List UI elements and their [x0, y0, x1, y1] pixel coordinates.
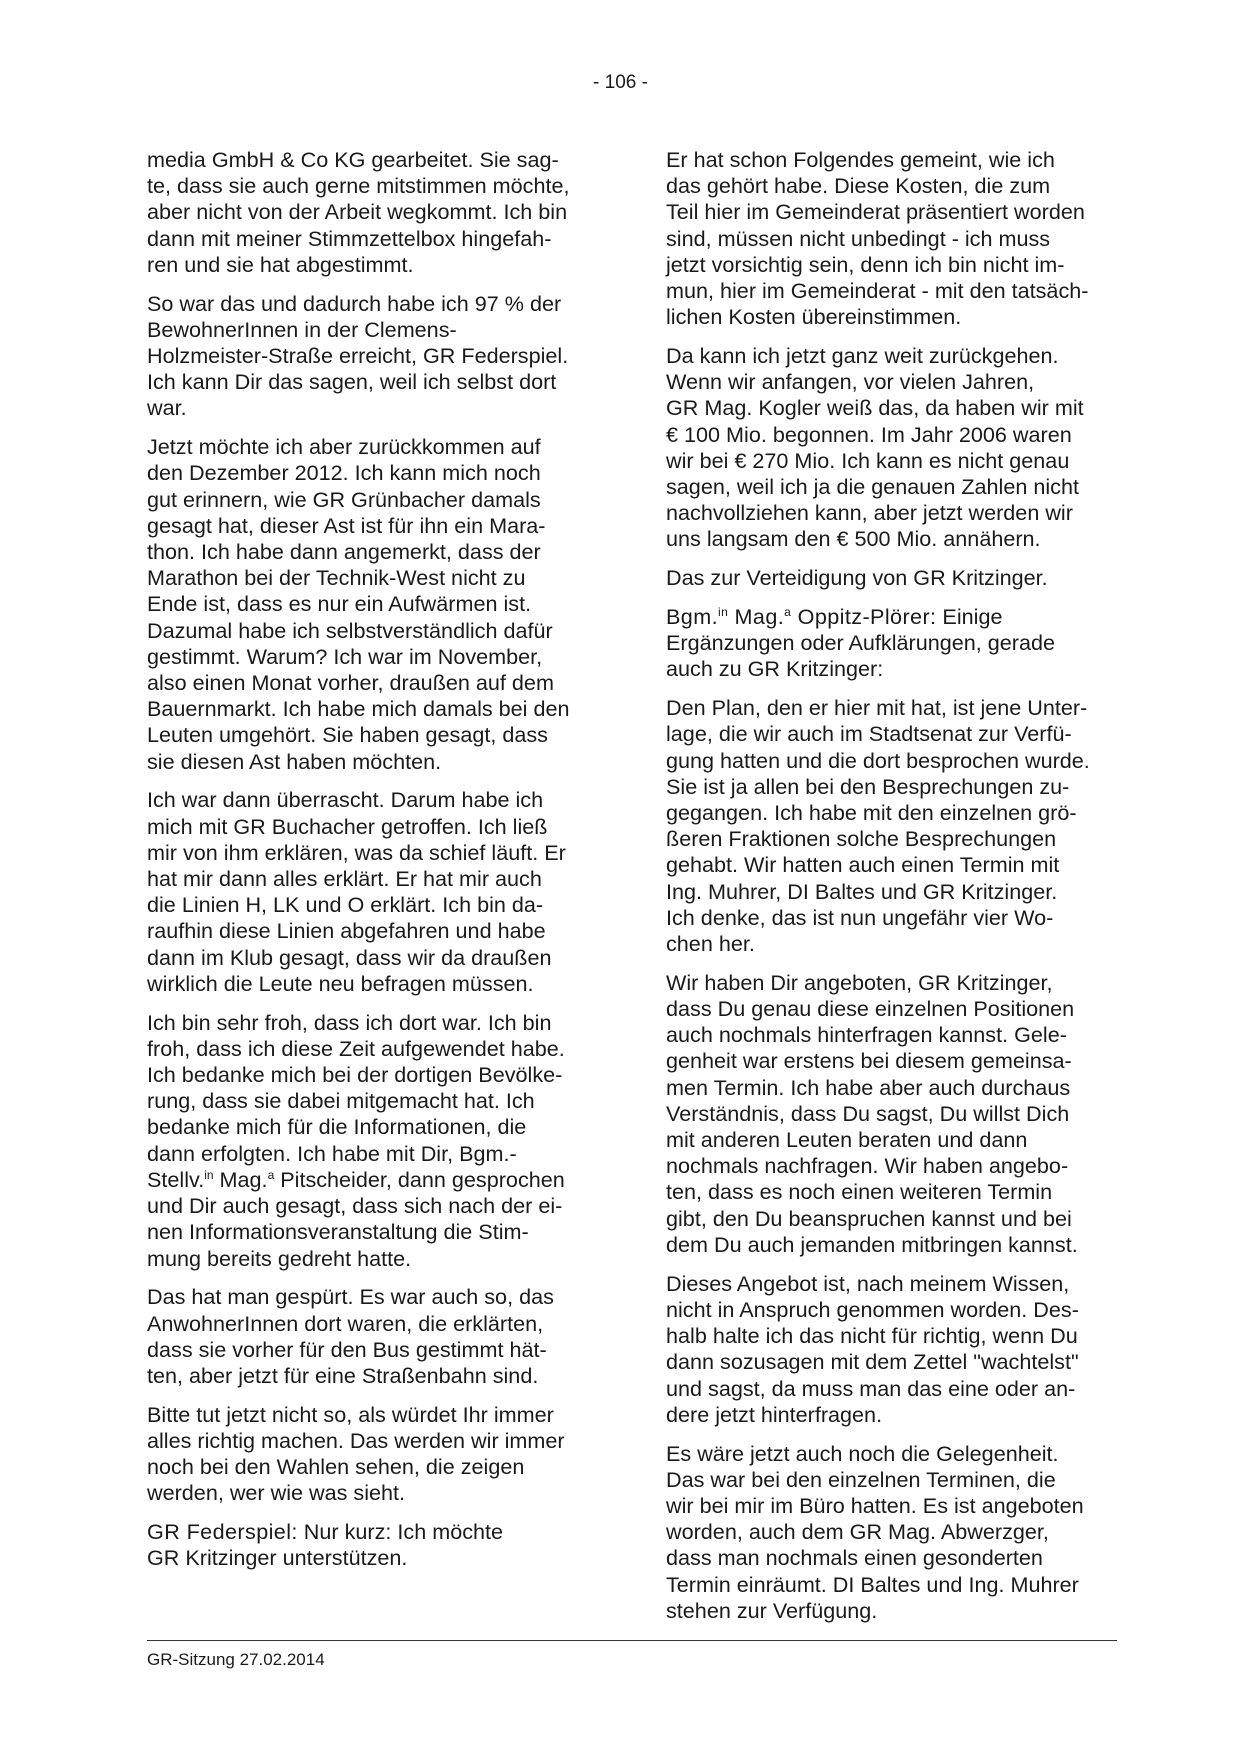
paragraph: Das hat man gespürt. Es war auch so, das AnwohnerInnen dort waren, die erklärten, dass sie vorher für den Bus gestimmt hät- ten, aber jetzt für eine Straßenbahn sind.: [147, 1284, 554, 1388]
speech-paragraph: [147, 1519, 597, 1571]
paragraph: [147, 1010, 597, 1272]
speaker-title: Bgm.: [666, 604, 718, 630]
right-column: [666, 147, 1116, 1637]
speech-paragraph: [666, 604, 1116, 683]
paragraph: Ich war dann überrascht. Darum habe ich mich mit GR Buchacher getroffen. Ich ließ mir von ihm erklären, was da schief läuft. Er hat mir dann alles erklärt. Er hat mir auch die Linien H, LK und O erklärt. Ich bin da- raufhin diese Linien abgefahren und habe dann im Klub gesagt, dass wir da draußen wirklich die Leute neu befragen müssen.: [147, 787, 566, 996]
superscript: a: [784, 604, 792, 619]
superscript: a: [267, 1167, 275, 1182]
paragraph: Jetzt möchte ich aber zurückkommen auf den Dezember 2012. Ich kann mich noch gut erinnern, wie GR Grünbacher damals gesagt hat, dieser Ast ist für ihn ein Mara- thon. Ich habe dann angemerkt, dass der Marathon bei der Technik-West nicht zu Ende ist, dass es nur ein Aufwärmen ist. Dazumal habe ich selbstverständlich dafür gestimmt. Warum? Ich war im November, also einen Monat vorher, draußen auf dem Bauernmarkt. Ich habe mich damals bei den Leuten umgehört. Sie haben gesagt, dass sie diesen Ast haben möchten.: [147, 434, 570, 774]
paragraph: Es wäre jetzt auch noch die Gelegenheit. Das war bei den einzelnen Terminen, die wir bei mir im Büro hatten. Es ist angeboten worden, auch dem GR Mag. Abwerzger, dass man nochmals einen gesonderten Termin einräumt. DI Baltes und Ing. Muhrer stehen zur Verfügung.: [666, 1440, 1084, 1623]
speaker-title: Mag.: [728, 604, 785, 630]
speaker-name: [666, 604, 936, 629]
speaker-name: GR Federspiel:: [147, 1519, 298, 1545]
paragraph: So war das und dadurch habe ich 97 % der BewohnerInnen in der Clemens- Holzmeister-Straße erreicht, GR Federspiel. Ich kann Dir das sagen, weil ich selbst dort war.: [147, 290, 569, 421]
paragraph-text: Nur kurz: Ich möchte GR Kritzinger unterstützen.: [147, 1519, 504, 1571]
paragraph: Er hat schon Folgendes gemeint, wie ich das gehört habe. Diese Kosten, die zum Teil hier im Gemeinderat präsentiert worden sind, müssen nicht unbedingt - ich muss jetzt vorsichtig sein, denn ich bin nicht im- mun, hier im Gemeinderat - mit den tatsäch- lichen Kosten übereinstimmen.: [666, 147, 1089, 330]
superscript: in: [718, 604, 729, 619]
speaker-surname: Oppitz-Plörer:: [791, 604, 937, 630]
paragraph: Wir haben Dir angeboten, GR Kritzinger, dass Du genau diese einzelnen Positionen auch nochmals hinterfragen kannst. Gele- genheit war erstens bei diesem gemeinsa- men Termin. Ich habe aber auch durchaus Verständnis, dass Du sagst, Du willst Dich mit anderen Leuten beraten und dann nochmals nachfragen. Wir haben angebo- ten, dass es noch einen weiteren Termin gibt, den Du beanspruchen kannst und bei dem Du auch jemanden mitbringen kannst.: [666, 969, 1078, 1257]
superscript: in: [204, 1167, 214, 1182]
paragraph-text: Pitscheider, dann gesprochen und Dir auch gesagt, dass sich nach der ei- nen Informationsveranstaltung die Stim- mung bereits gedreht hatte.: [147, 1166, 565, 1271]
paragraph: Da kann ich jetzt ganz weit zurückgehen. Wenn wir anfangen, vor vielen Jahren, GR Mag. Kogler weiß das, da haben wir mit € 100 Mio. begonnen. Im Jahr 2006 waren wir bei € 270 Mio. Ich kann es nicht genau sagen, weil ich ja die genauen Zahlen nicht nachvollziehen kann, aber jetzt werden wir uns langsam den € 500 Mio. annähern.: [666, 343, 1084, 552]
footer-divider: [147, 1640, 1117, 1641]
footer-session-date: GR-Sitzung 27.02.2014: [147, 1650, 325, 1669]
paragraph-text: Einige Ergänzungen oder Aufklärungen, gerade auch zu GR Kritzinger:: [666, 604, 1055, 682]
page-number: - 106 -: [593, 72, 648, 93]
paragraph: Bitte tut jetzt nicht so, als würdet Ihr immer alles richtig machen. Das werden wir immer noch bei den Wahlen sehen, die zeigen werden, wer wie was sieht.: [147, 1401, 565, 1506]
paragraph-text: Ich bin sehr froh, dass ich dort war. Ich bin froh, dass ich diese Zeit aufgewendet habe. Ich bedanke mich bei der dortigen Bevölke- rung, dass sie dabei mitgemacht hat. Ich bedanke mich für die Informationen, die dann erfolgten. Ich habe mit Dir, Bgm.- Stellv.: [147, 1009, 565, 1192]
paragraph-text: Mag.: [213, 1166, 268, 1192]
left-column: [147, 147, 597, 1584]
paragraph: media GmbH & Co KG gearbeitet. Sie sag- te, dass sie auch gerne mitstimmen möchte, aber nicht von der Arbeit wegkommt. Ich bin dann mit meiner Stimmzettelbox hingefah- ren und sie hat abgestimmt.: [147, 147, 570, 277]
paragraph: Das zur Verteidigung von GR Kritzinger.: [666, 565, 1048, 591]
paragraph: Den Plan, den er hier mit hat, ist jene Unter- lage, die wir auch im Stadtsenat zur Verfü- gung hatten und die dort besprochen wurde. Sie ist ja allen bei den Besprechungen zu- gegangen. Ich habe mit den einzelnen grö- ßeren Fraktionen solche Besprechungen gehabt. Wir hatten auch einen Termin mit Ing. Muhrer, DI Baltes und GR Kritzinger. Ich denke, das ist nun ungefähr vier Wo- chen her.: [666, 695, 1090, 957]
paragraph: Dieses Angebot ist, nach meinem Wissen, nicht in Anspruch genommen worden. Des- halb halte ich das nicht für richtig, wenn Du dann sozusagen mit dem Zettel "wachtelst" und sagst, da muss man das eine oder an- dere jetzt hinterfragen.: [666, 1270, 1079, 1427]
